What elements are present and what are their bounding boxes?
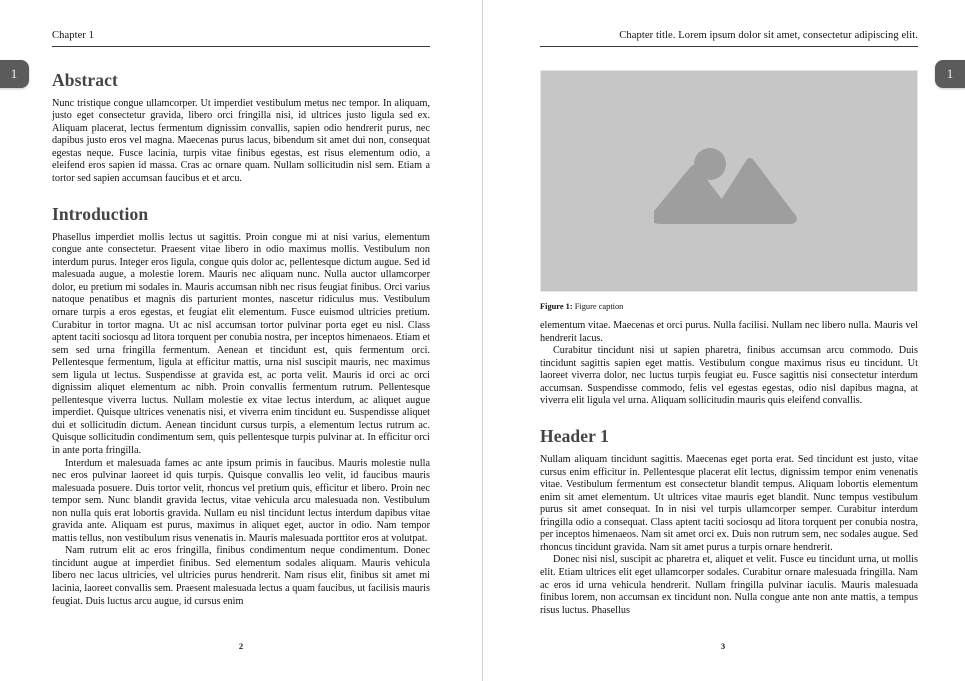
page-divider: [482, 0, 483, 681]
paragraph-header1-2: Donec nisi nisl, suscipit ac pharetra et, aliquet et velit. Fusce eu tincidunt urna, ut mollis elit. Etiam ultrices elit eget ullamcorper sodales. Curabitur ornare malesuada fringilla. Nam ac eros id urna vehicula hendrerit. Nullam fringilla pulvinar iaculis. Mauris malesuada finibus lorem, non accumsan ex tincidunt non. Nulla congue ante non ante mattis, a tempus risus luctus. Phasellus: [540, 554, 918, 616]
page-right-content: [540, 30, 918, 655]
paragraph-continued-2: Curabitur tincidunt nisi ut sapien pharetra, finibus accumsan arcu commodo. Duis tincidunt sagittis sapien eget mattis. Vestibulum congue maximus risus eu tincidunt. Ut laoreet viverra dolor, nec luctus turpis feugiat eu. Fusce sagittis nisi consectetur interdum accumsan. Suspendisse commodo, felis vel egestas egestas, odio nisl dapibus magna, at viverra elit ligula vel urna. Aliquam sollicitudin mauris quis eleifend convallis.: [540, 345, 918, 407]
image-placeholder-icon: [654, 138, 804, 224]
folio-left: 2: [238, 641, 244, 651]
figure-caption-label: Figure 1:: [540, 301, 573, 311]
figure-caption-text: Figure caption: [574, 301, 624, 311]
running-header-left: Chapter 1: [52, 30, 430, 47]
heading-header-1: Header 1: [540, 425, 610, 446]
page-badge-left-label: 1: [10, 66, 18, 81]
running-header-right: Chapter title. Lorem ipsum dolor sit amet, consectetur adipiscing elit.: [540, 30, 918, 47]
page-badge-right-label: 1: [946, 66, 954, 81]
heading-introduction: Introduction: [52, 203, 149, 224]
heading-abstract: Abstract: [52, 69, 118, 90]
page-left-content: [52, 30, 430, 655]
page-badge-left[interactable]: [0, 60, 29, 88]
page-right[interactable]: [482, 0, 964, 681]
paragraph-abstract-1: Nunc tristique congue ullamcorper. Ut imperdiet vestibulum metus nec tempor. In aliquam, justo eget consectetur gravida, libero orci fringilla nisi, id ultrices justo ligula sed ex. Aliquam placerat, lectus fermentum dignissim convallis, sapien odio hendrerit purus, nec dapibus justo eros vel magna. Maecenas purus lacus, bibendum sit amet dui non, consequat egestas neque. Fusce lacinia, turpis vitae finibus egestas, est risus elementum odio, a eleifend eros sapien id massa. Cras ac ornare quam. Nullam sollicitudin nisl sem. Etiam a tortor sed sapien accumsan faucibus et et arcu.: [52, 97, 430, 184]
paragraph-introduction-1: Phasellus imperdiet mollis lectus ut sagittis. Proin congue mi at nisi varius, elementum congue ante consectetur. Praesent vitae libero in odio maximus mollis. Vestibulum non interdum purus. Integer eros ligula, congue quis dolor ac, pellentesque dictum augue. Sed id malesuada augue, a molestie lorem. Mauris nec aliquam nunc. Nulla auctor ullamcorper dolor, eu pretium mi sodales in. Mauris accumsan nibh nec risus feugiat finibus. Orci varius natoque penatibus et magnis dis parturient montes, nascetur ridiculus mus. Vestibulum ornare turpis a eros egestas, et feugiat elit elementum. Fusce euismod ultricies pretium. Curabitur in tortor magna. Ut ac nisl accumsan tortor pulvinar porta eget eu nisl. Class aptent taciti sociosqu ad litora torquent per conubia nostra, per inceptos himenaeos. Etiam et sem sed urna fringilla fermentum. Aenean et tincidunt est, quis fermentum orci. Pellentesque fermentum, ligula at efficitur mattis, urna nisl suscipit mauris, nec maximus sem ligula ut lectus. Suspendisse at gravida est, ac porta velit. Mauris id orci ac orci dignissim aliquet elementum ac nibh. Proin convallis fermentum rutrum. Pellentesque pellentesque viverra luctus. Nullam molestie ex vitae lectus interdum, ac aliquet augue imperdiet. Quisque ultrices venenatis nisi, et viverra enim tincidunt eu. Suspendisse aliquet dui et sollicitudin dictum. Aenean tincidunt cursus turpis, a elementum lectus rutrum ac. Quisque sollicitudin condimentum sem, quis pellentesque turpis pulvinar at. In efficitur orci in ante porta fringilla.: [52, 231, 430, 456]
paragraph-introduction-2: Interdum et malesuada fames ac ante ipsum primis in faucibus. Mauris molestie nulla nec eros pulvinar laoreet id quis turpis. Quisque convallis leo velit, id faucibus mauris malesuada posuere. Duis tortor velit, rhoncus vel pretium quis, efficitur et libero. Proin nec tempor sem. Nunc blandit gravida lectus, vitae vehicula arcu malesuada non. Vestibulum non nulla quis erat lobortis gravida. Nullam eu nisl tincidunt lectus interdum dapibus vitae gravida ante. Aliquam est purus, maximus in aliquet eget, auctor in odio. Nam tempor mattis tellus, non vestibulum risus venenatis in. Mauris malesuada porttitor eros at volutpat.: [52, 457, 430, 544]
page-left[interactable]: [0, 0, 482, 681]
paragraph-header1-1: Nullam aliquam tincidunt sagittis. Maecenas eget porta erat. Sed tincidunt est justo, vitae cursus enim efficitur in. Pellentesque placerat elit lectus, dignissim tempor enim venenatis vitae. Vestibulum fermentum est consectetur blandit tempus. Aliquam lobortis elementum enim sit amet elementum. Ut ultrices vitae mauris eget blandit. Nunc tempus vestibulum purus sit amet consequat. In in nisi vel turpis ullamcorper semper. Curabitur interdum fringilla odio a consequat. Class aptent taciti sociosqu ad litora torquent per conubia nostra, per inceptos himenaeos. Nam sit amet orci ex. Duis non rutrum sem, nec sodales augue. Sed rhoncus tincidunt gravida. Nam sit amet purus a turpis ornare hendrerit.: [540, 454, 918, 553]
page-badge-right[interactable]: [935, 60, 965, 88]
paragraph-introduction-3: Nam rutrum elit ac eros fringilla, finibus condimentum neque condimentum. Donec tincidunt augue at imperdiet finibus. Sed elementum sodales aliquam. Mauris vehicula libero nec lacus ultricies, vel ultricies purus hendrerit. Nam risus elit, finibus sit amet mi lacinia, laoreet convallis sem. Praesent malesuada lectus a quam faucibus, ut facilisis mauris feugiat. Duis luctus arcu augue, id cursus enim: [52, 545, 430, 607]
folio-right: 3: [720, 641, 726, 651]
figure-caption: [540, 302, 918, 313]
figure-1: [540, 70, 918, 313]
figure-image-placeholder: [540, 70, 918, 292]
paragraph-continued-1: elementum vitae. Maecenas et orci purus. Nulla facilisi. Nullam nec libero nulla. Mauris vel hendrerit lacus.: [540, 320, 918, 344]
